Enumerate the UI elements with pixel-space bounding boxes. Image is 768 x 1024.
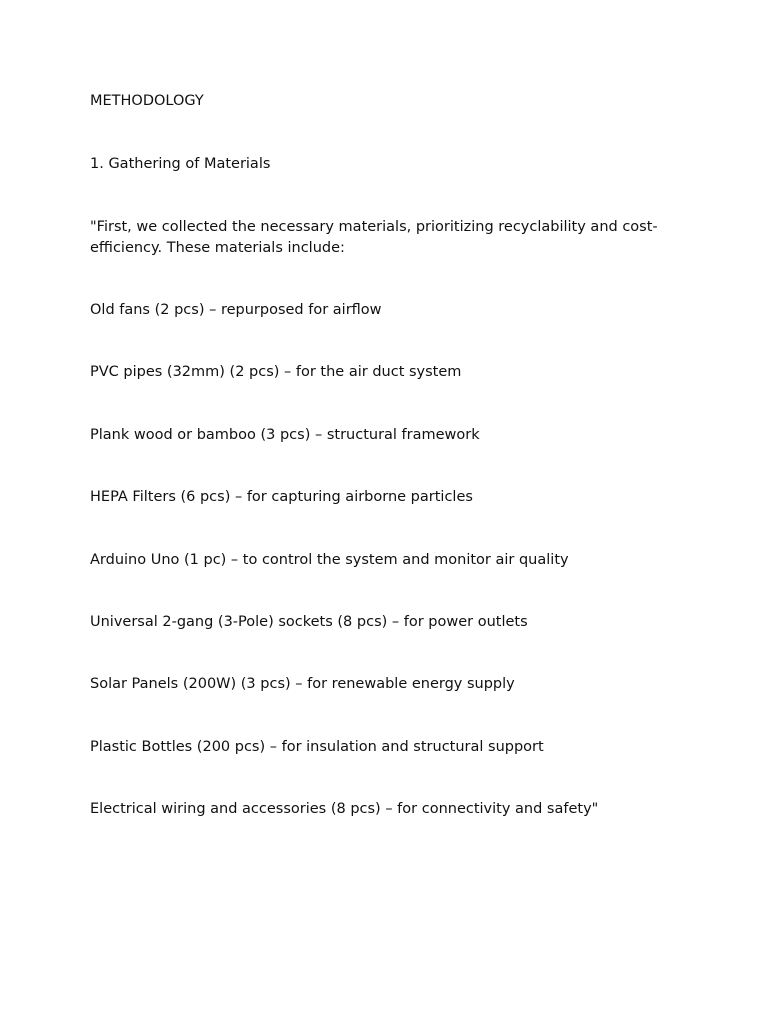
material-item: Plastic Bottles (200 pcs) – for insulation and structural support bbox=[90, 738, 544, 755]
material-item: Solar Panels (200W) (3 pcs) – for renewable energy supply bbox=[90, 676, 515, 693]
material-item: HEPA Filters (6 pcs) – for capturing airborne particles bbox=[90, 489, 473, 506]
subsection-heading: 1. Gathering of Materials bbox=[90, 156, 271, 172]
material-item: Plank wood or bamboo (3 pcs) – structural framework bbox=[90, 426, 480, 443]
material-item: PVC pipes (32mm) (2 pcs) – for the air duct system bbox=[90, 364, 462, 381]
section-heading: METHODOLOGY bbox=[90, 93, 204, 109]
material-item: Arduino Uno (1 pc) – to control the system and monitor air quality bbox=[90, 551, 569, 568]
material-item: Electrical wiring and accessories (8 pcs) – for connectivity and safety" bbox=[90, 801, 599, 818]
material-item: Universal 2-gang (3-Pole) sockets (8 pcs) – for power outlets bbox=[90, 613, 528, 630]
document-body bbox=[90, 91, 670, 862]
material-item: Old fans (2 pcs) – repurposed for airflow bbox=[90, 302, 382, 318]
intro-paragraph: "First, we collected the necessary materials, prioritizing recyclability and cost-efficiency. These materials include: bbox=[90, 219, 658, 256]
